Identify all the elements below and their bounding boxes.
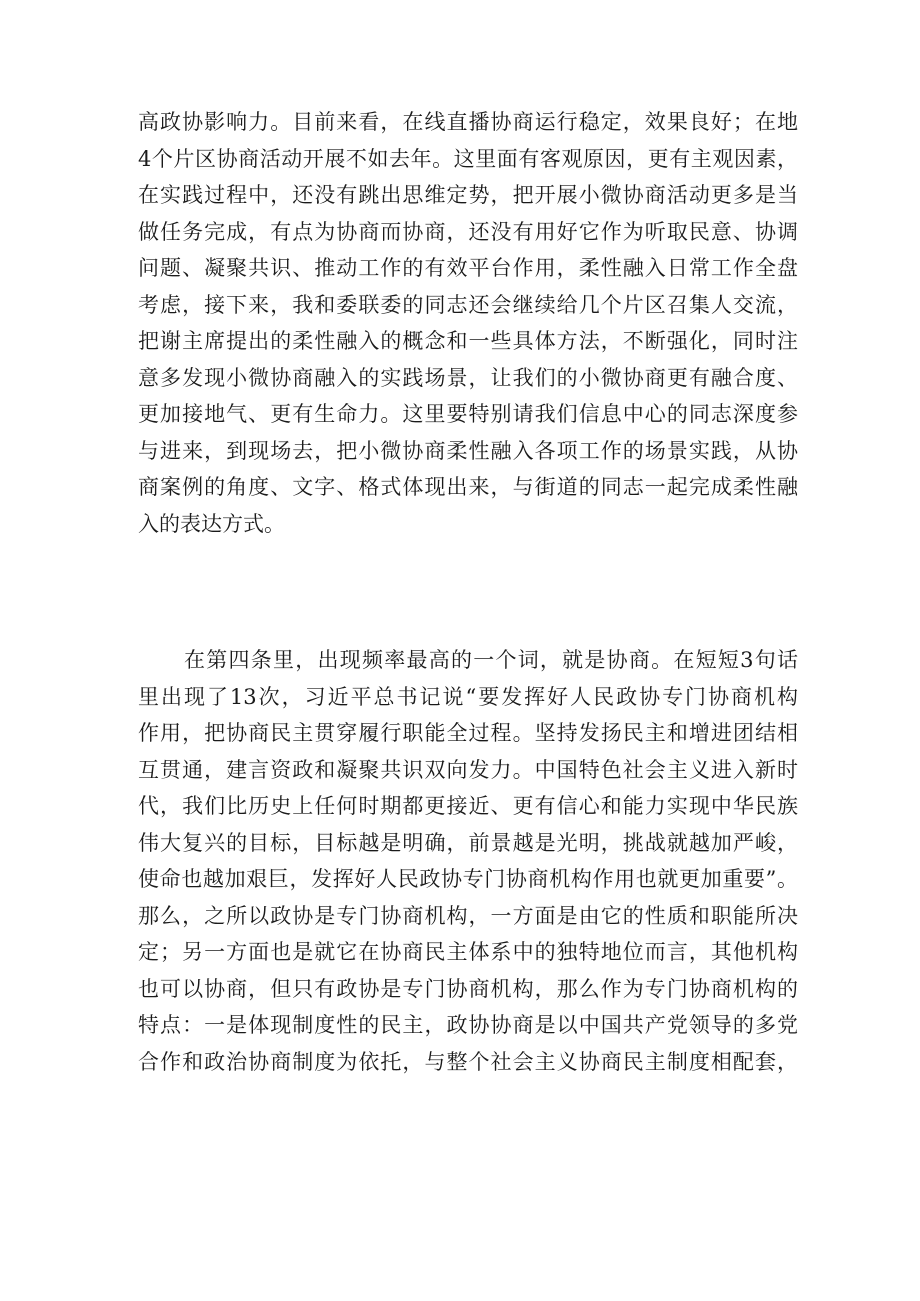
paragraph-line: 也可以协商，但只有政协是专门协商机构，那么作为专门协商机构的 — [138, 976, 798, 1001]
paragraph-line: 高政协影响力。目前来看，在线直播协商运行稳定，效果良好；在地 — [138, 110, 798, 134]
paragraph-line: 互贯通，建言资政和凝聚共识双向发力。中国特色社会主义进入新时 — [138, 757, 798, 782]
paragraph-line: 作用，把协商民主贯穿履行职能全过程。坚持发扬民主和增进团结相 — [138, 721, 798, 745]
paragraph-line: 使命也越加艰巨，发挥好人民政协专门协商机构作用也就更加重要”。 — [138, 867, 798, 891]
paragraph-line: 把谢主席提出的柔性融入的概念和一些具体方法，不断强化，同时注 — [138, 329, 798, 353]
paragraph-line: 做任务完成，有点为协商而协商，还没有用好它作为听取民意、协调 — [138, 219, 798, 244]
paragraph-line: 伟大复兴的目标，目标越是明确，前景越是光明，挑战就越加严峻， — [138, 830, 798, 855]
paragraph-line: 问题、凝聚共识、推动工作的有效平台作用，柔性融入日常工作全盘 — [138, 256, 798, 280]
paragraph-2 — [138, 642, 798, 1080]
paragraph-line: 更加接地气、更有生命力。这里要特别请我们信息中心的同志深度参 — [138, 402, 798, 426]
paragraph-1 — [138, 104, 798, 542]
paragraph-line: 里出现了13次，习近平总书记说“要发挥好人民政协专门协商机构 — [138, 684, 798, 709]
paragraph-line: 商案例的角度、文字、格式体现出来，与街道的同志一起完成柔性融 — [138, 475, 798, 499]
paragraph-line: 特点：一是体现制度性的民主，政协协商是以中国共产党领导的多党 — [138, 1013, 798, 1037]
paragraph-line: 入的表达方式。 — [138, 511, 285, 536]
paragraph-line: 代，我们比历史上任何时期都更接近、更有信心和能力实现中华民族 — [138, 794, 798, 818]
paragraph-line: 意多发现小微协商融入的实践场景，让我们的小微协商更有融合度、 — [138, 365, 798, 390]
paragraph-line: 4个片区协商活动开展不如去年。这里面有客观原因，更有主观因素， — [138, 146, 798, 171]
paragraph-line: 考虑，接下来，我和委联委的同志还会继续给几个片区召集人交流， — [138, 292, 798, 317]
paragraph-line: 在实践过程中，还没有跳出思维定势，把开展小微协商活动更多是当 — [138, 183, 798, 207]
paragraph-line: 那么，之所以政协是专门协商机构，一方面是由它的性质和职能所决 — [138, 903, 798, 928]
paragraph-line: 定；另一方面也是就它在协商民主体系中的独特地位而言，其他机构 — [138, 940, 798, 964]
paragraph-line: 与进来，到现场去，把小微协商柔性融入各项工作的场景实践，从协 — [138, 438, 798, 463]
paragraph-line: 合作和政治协商制度为依托，与整个社会主义协商民主制度相配套， — [138, 1049, 798, 1074]
paragraph-line: 在第四条里，出现频率最高的一个词，就是协商。在短短3句话 — [184, 648, 798, 672]
